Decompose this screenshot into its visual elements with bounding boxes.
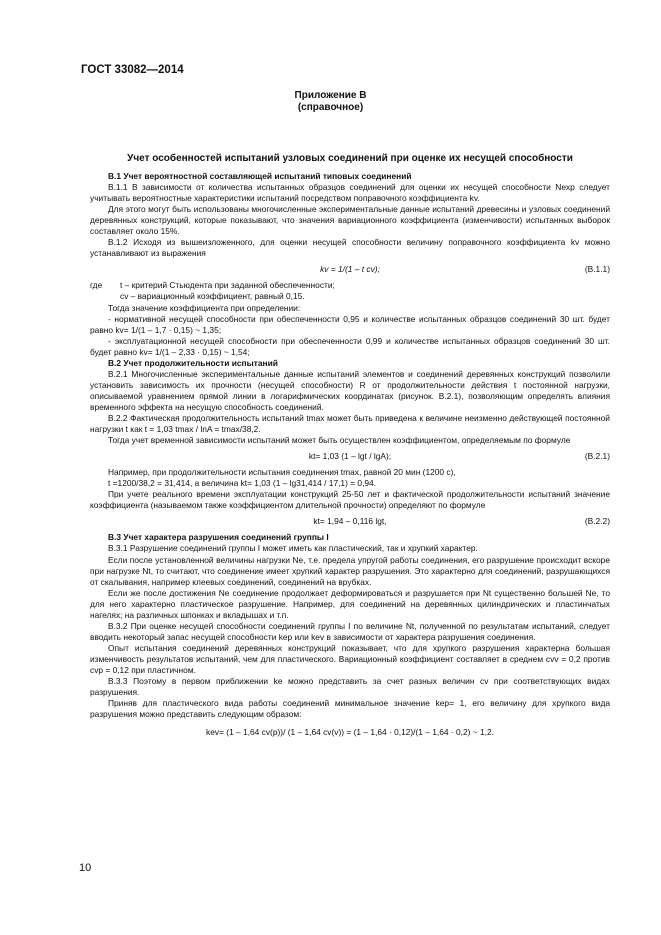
where-item: cv – вариационный коэффициент, равный 0,15. [120, 291, 305, 302]
where-block [90, 280, 610, 291]
paragraph: В.3.1 Разрушение соединений группы I может иметь как пластический, так и хрупкий характер. [108, 543, 478, 554]
paragraph: Тогда учет временной зависимости испытаний может быть осуществлен коэффициентом, определяемым по формуле [108, 435, 571, 446]
section-heading-b3: В.3 Учет характера разрушения соединений группы I [108, 532, 329, 543]
equation-formula: kev= (1 – 1,64 cv(p))/ (1 – 1,64 cv(v)) = (1 – 1,64 · 0,12)/(1 – 1,64 · 0,2) ~ 1,2. [206, 727, 494, 738]
appendix-title: Приложение В [294, 90, 367, 101]
paragraph: Например, при продолжительности испытания соединения tmax, равной 20 мин (1200 с), [108, 467, 456, 478]
paragraph: Тогда значение коэффициента при определении: [108, 302, 301, 313]
appendix-subtitle: (справочное) [297, 102, 364, 113]
equation-number: (В.1.1) [584, 264, 610, 275]
where-item: t – критерий Стьюдента при заданной обеспеченности; [120, 280, 335, 291]
paragraph: В.3.2 При оценке несущей способности соединений группы I по величине Nt, полученной по результатам испытаний, следует вводить некоторый запас несущей способности kep или kev в зависимости от характера разрушения соединения. [90, 620, 610, 642]
equation-number: (В.2.1) [584, 451, 610, 462]
equation-formula: kt= 1,94 – 0,116 lgt, [313, 516, 387, 527]
paragraph: Если после установленной величины нагрузки Ne, т.е. предела упругой работы соединения, его разрушение происходит вскоре при нагрузке Nt, то считают, что соединение имеет хрупкий характер разрушения. Это характерно для соединений, разрушающихся от скалывания, например клеевых соединений, соединений на врубках. [90, 554, 610, 587]
paragraph: Для этого могут быть использованы многочисленные экспериментальные данные испытаний древесины и узловых соединений деревянных конструкций, которые показывают, что значения вариационного коэффициента (изменчивости) испытанных выборок составляет около 15%. [90, 204, 610, 237]
main-title: Учет особенностей испытаний узловых соединений при оценке их несущей способности [127, 153, 573, 164]
paragraph: t =1200/38,2 = 31,414, а величина kt= 1,03 (1 – lg31,414 / 17,1) = 0,94. [108, 478, 377, 489]
paragraph: При учете реального времени эксплуатации конструкций 25-50 лет и фактической продолжительности испытаний значение коэффициента (называемом также коэффициентом длительной прочности) определяют по формуле [90, 489, 610, 511]
paragraph: В.1.2 Исходя из вышеизложенного, для оценки несущей способности величину поправочного коэффициента kv можно устанавливают из выражения [90, 237, 610, 259]
equation-formula: kv = 1/(1 – t cv); [320, 264, 380, 275]
paragraph: - эксплуатационной несущей способности при обеспеченности 0,99 и количестве испытанных образцов соединений 30 шт. будет равно kv= 1/(1 – 2,33 · 0,15) ~ 1,54; [90, 335, 610, 357]
document-body [90, 153, 610, 743]
page-number: 10 [79, 862, 92, 874]
equation-formula: kt= 1,03 (1 – lgt / lgA); [308, 451, 392, 462]
where-label: где [90, 280, 103, 291]
equation-number: (В.2.2) [584, 516, 610, 527]
equation-b11 [90, 264, 610, 275]
section-heading-b2: В.2 Учет продолжительности испытаний [108, 357, 278, 368]
equation-b22 [90, 516, 610, 527]
equation-b33 [90, 727, 610, 738]
paragraph: В.3.3 Поэтому в первом приближении ke можно представить за счет разных величин cv при соответствующих видах разрушения. [90, 676, 610, 698]
paragraph: Приняв для пластического вида работы соединений минимальное значение kep= 1, его величину для хрупкого вида разрушения можно представить следующим образом: [90, 698, 610, 720]
section-heading-b1: В.1 Учет вероятностной составляющей испытаний типовых соединений [108, 171, 412, 181]
paragraph: Если же после достижения Ne соединение продолжает деформироваться и разрушается при Nt существенно большей Ne, то для него характерно пластическое разрушение. Например, для соединений на деревянных цилиндрических и пластинчатых нагелях; на различных шпонках и вкладышах и т.п. [90, 587, 610, 620]
standard-code: ГОСТ 33082—2014 [81, 64, 184, 76]
paragraph: Опыт испытания соединений деревянных конструкций показывает, что для хрупкого разрушения характерна большая изменчивость результатов испытаний, чем для пластического. Вариационный коэффициент составляет в среднем cvv = 0,2 против cvp = 0,12 при пластичном. [90, 642, 610, 675]
paragraph: В.1.1 В зависимости от количества испытанных образцов соединений для оценки их несущей способности Nexp следует учитывать вероятностные характеристики испытаний посредством поправочного коэффициента kv. [90, 182, 610, 204]
equation-b21 [90, 451, 610, 462]
paragraph: В.2.1 Многочисленные экспериментальные данные испытаний элементов и соединений деревянных конструкций позволили установить зависимость их прочности (несущей способности) R от продолжительности действия t постоянной нагрузки, описываемой уравнением прямой линии в логарифмических координатах (рисунок. В.2.1), позволяющим определять влияния временного эффекта на несущую способность соединений. [90, 368, 610, 412]
paragraph: В.2.2 Фактическая продолжительность испытаний tmax может быть приведена к величине неизменно действующей постоянной нагрузки t как t = 1,03 tmax / lnA = tmax/38,2. [90, 412, 610, 435]
paragraph: - нормативной несущей способности при обеспеченности 0,95 и количестве испытанных образцов соединений 30 шт. будет равно kv= 1/(1 – 1,7 · 0,15) ~ 1,35; [90, 313, 610, 335]
